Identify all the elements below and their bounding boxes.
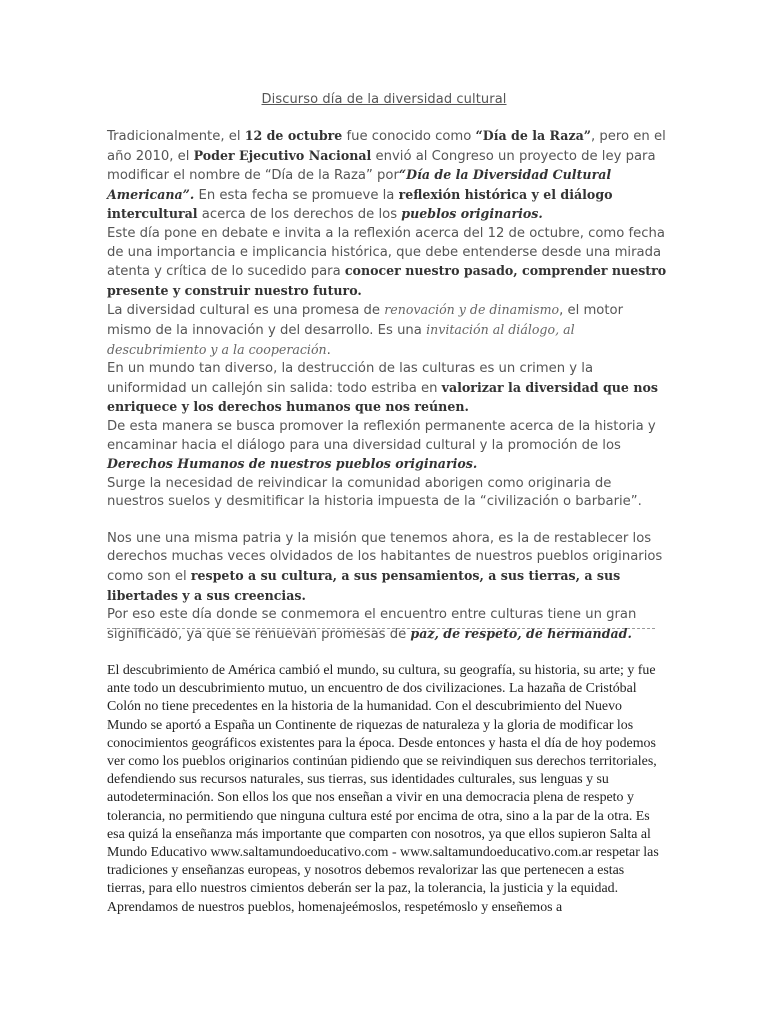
dashed-divider bbox=[107, 628, 655, 629]
bold-text: 12 de octubre bbox=[244, 128, 343, 143]
text: . bbox=[326, 342, 331, 358]
text: Por eso este día donde se conmemora el encuentro entre culturas tiene un gran significado, ya que se renuevan promesas de bbox=[107, 607, 637, 642]
paragraph-5 bbox=[107, 418, 667, 475]
text: La diversidad cultural es una promesa de bbox=[107, 303, 385, 319]
text: En un mundo tan diverso, la destrucción de las culturas es un crimen y la uniformidad un callejón sin salida: todo estriba en bbox=[107, 361, 594, 396]
text: , el motor mismo de la innovación y del desarrollo. Es una bbox=[107, 303, 624, 338]
paragraph-1 bbox=[107, 127, 667, 225]
paragraph-2 bbox=[107, 225, 667, 301]
text: Este día pone en debate e invita a la reflexión acerca del 12 de octubre, como fecha de una importancia e implicancia histórica, que debe entenderse desde una mirada atenta y crítica de lo sucedido para bbox=[107, 225, 665, 280]
bold-text: “Día de la Raza” bbox=[475, 128, 592, 143]
paragraph-6 bbox=[107, 475, 667, 512]
text: acerca de los derechos de los bbox=[197, 207, 402, 223]
paragraph-7 bbox=[107, 530, 667, 606]
bold-text: respeto a su cultura, a sus pensamientos, a sus tierras, a sus libertades y a sus creencias. bbox=[107, 568, 621, 603]
bold-text: reflexión histórica y el diálogo intercultural bbox=[107, 186, 613, 222]
text: , pero en el año 2010, el bbox=[107, 129, 666, 164]
paragraph-3 bbox=[107, 301, 667, 360]
text: fue conocido como bbox=[342, 129, 476, 144]
text: En esta fecha se promueve la bbox=[194, 187, 399, 203]
bold-text: conocer nuestro pasado, comprender nuestro presente y construir nuestro futuro. bbox=[107, 263, 667, 298]
document-title: Discurso día de la diversidad cultural bbox=[261, 92, 507, 107]
text: Surge la necesidad de reivindicar la comunidad aborigen como originaria de nuestros suelos y desmitificar la historia impuesta de la “civilización o barbarie”. bbox=[107, 475, 642, 510]
text: envió al Congreso un proyecto de ley para modificar el nombre de “Día de la Raza” por bbox=[107, 148, 656, 184]
text: Nos une una misma patria y la misión que tenemos ahora, es la de restablecer los derechos muchas veces olvidados de los habitantes de nuestros pueblos originarios como son el bbox=[107, 530, 663, 585]
text: De esta manera se busca promover la reflexión permanente acerca de la historia y encaminar hacia el diálogo para una diversidad cultural y la promoción de los bbox=[107, 418, 656, 453]
italic-text: renovación y de dinamismo bbox=[384, 302, 560, 318]
bold-text: valorizar la diversidad que nos enriquece y los derechos humanos que nos reúnen. bbox=[107, 379, 658, 415]
speech-body bbox=[107, 127, 667, 644]
paragraph-9: El descubrimiento de América cambió el mundo, su cultura, su geografía, su historia, su arte; y fue ante todo un descubrimiento mutuo, un encuentro de dos civilizaciones. La hazaña de Cristóbal Colón no tiene precedentes en la historia de la humanidad. Con el descubrimiento del Nuevo Mundo se aportó a España un Continente de riquezas de naturaleza y la gloria de modificar los conocimientos geográficos existentes para la época. Desde entonces y hasta el día de hoy podemos ver como los pueblos originarios continúan pidiendo que se reivindiquen sus derechos territoriales, defendiendo sus recursos naturales, sus tierras, sus identidades culturales, sus lenguas y su autodeterminación. Son ellos los que nos enseñan a vivir en una democracia plena de respeto y tolerancia, no permitiendo que ninguna cultura esté por encima de otra, sino a la par de la otra. Es esa quizá la enseñanza más importante que comparten con nosotros, ya que ellos supieron Salta al Mundo Educativo www.saltamundoeducativo.com - www.saltamundoeducativo.com.ar respetar las tradiciones y enseñanzas europeas, y nosotros debemos revalorizar las que pertenecen a estas tierras, para ello nuestros cimientos deberán ser la paz, la tolerancia, la justicia y la equidad. Aprendamos de nuestros pueblos, homenajeémoslos, respetémoslo y enseñemos a bbox=[107, 663, 659, 915]
bold-italic-text: Derechos Humanos de nuestros pueblos originarios. bbox=[107, 456, 478, 472]
text: Tradicionalmente, el bbox=[107, 129, 245, 144]
italic-text: invitación al diálogo, al descubrimiento y a la cooperación bbox=[107, 321, 575, 357]
paragraph-4 bbox=[107, 360, 667, 418]
bold-text: Poder Ejecutivo Nacional bbox=[193, 147, 372, 163]
paragraph-8 bbox=[107, 606, 667, 644]
bold-italic-text: pueblos originarios. bbox=[401, 206, 543, 222]
bold-italic-text: paz, de respeto, de hermandad. bbox=[410, 625, 632, 641]
second-section bbox=[107, 662, 659, 917]
bold-italic-text: “Día de la Diversidad Cultural Americana”. bbox=[107, 167, 612, 202]
